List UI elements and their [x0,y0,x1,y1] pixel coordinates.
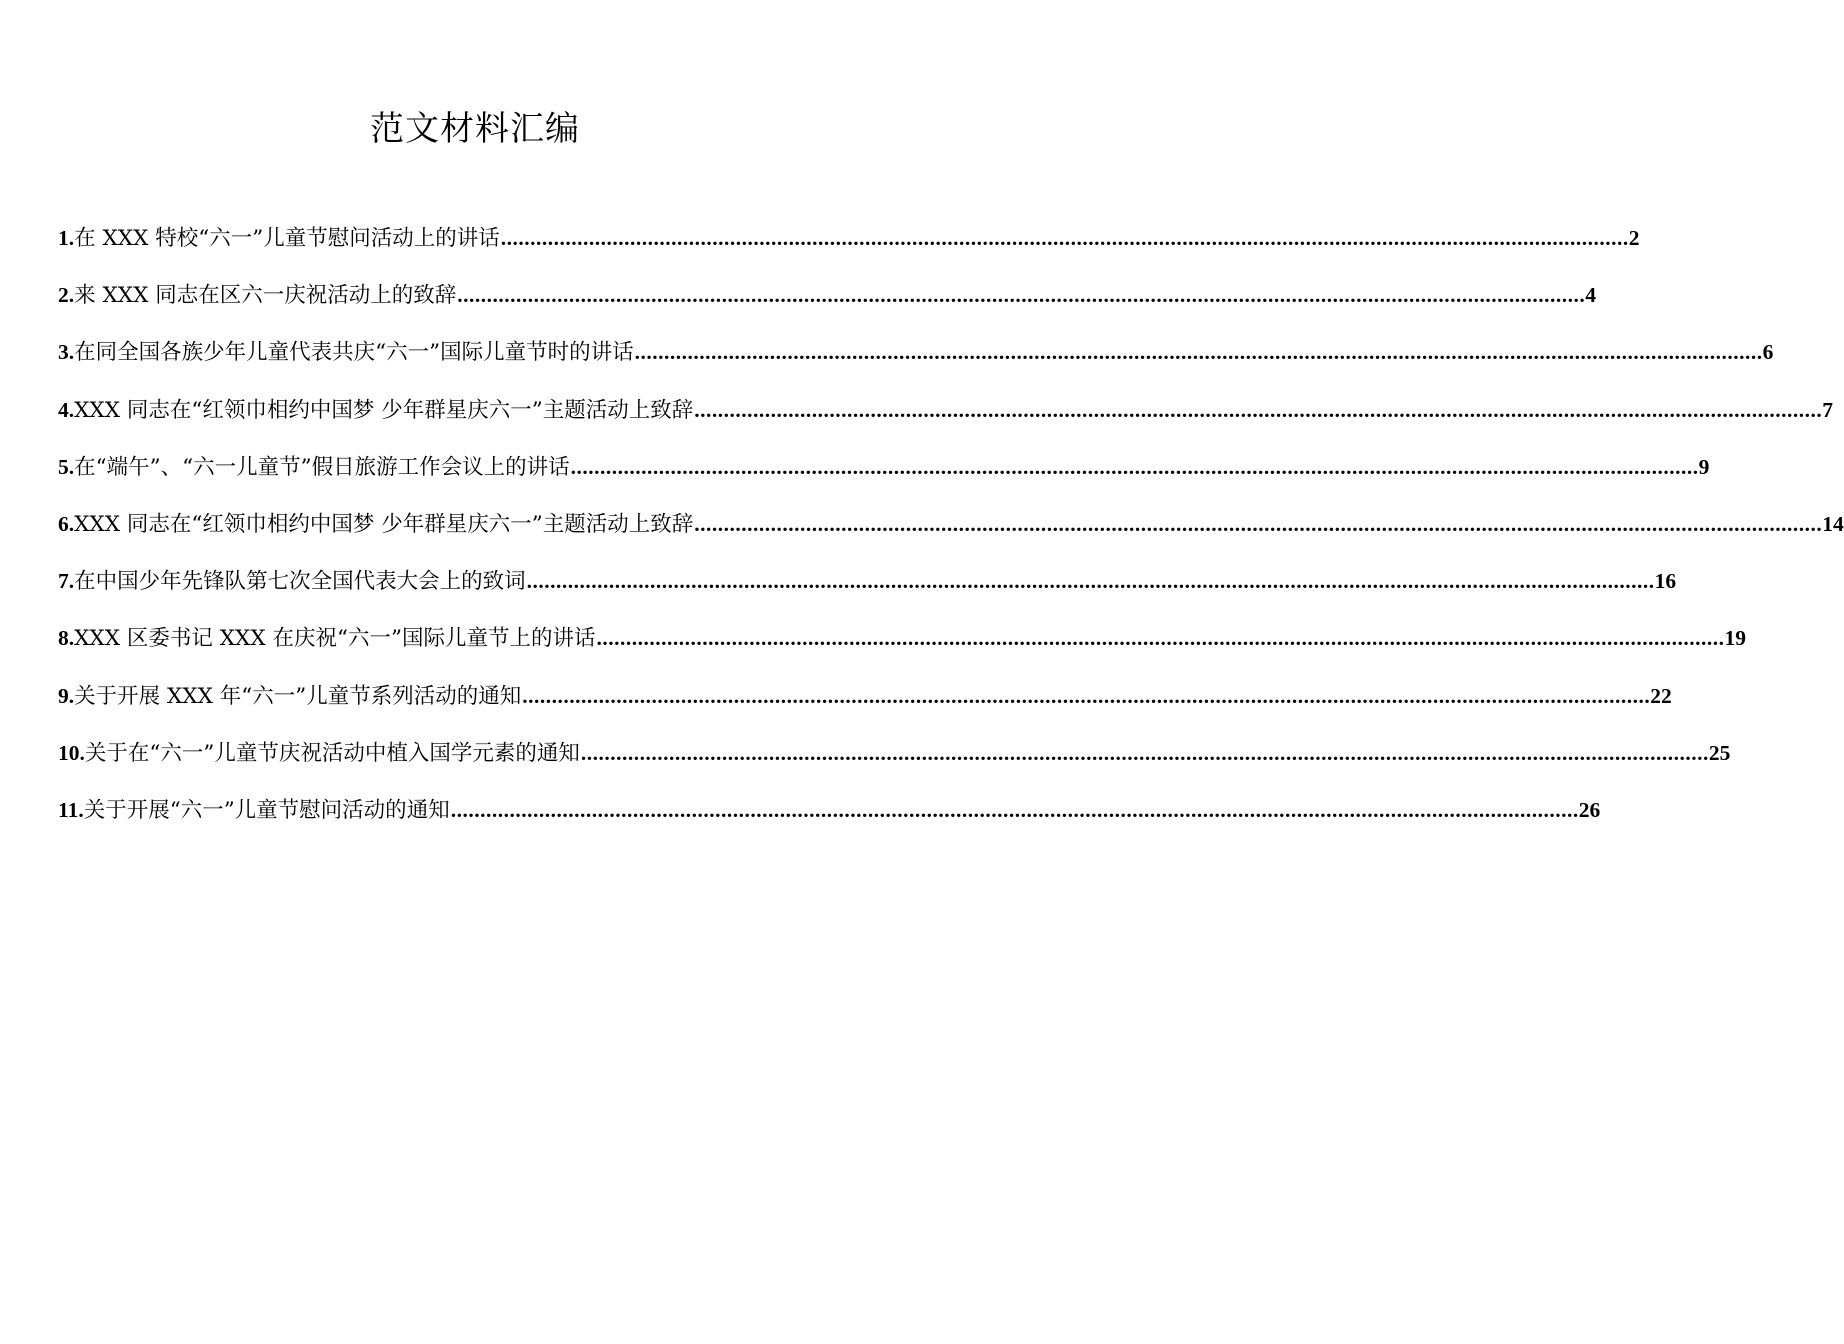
toc-entry-page: 26 [1578,797,1601,822]
toc-dot-leader [571,447,1699,487]
toc-entry-number: 7. [58,569,75,594]
toc-dot-leader [451,790,1579,830]
table-of-contents [58,218,1844,847]
toc-dot-leader [501,218,1629,258]
toc-entry-title: 关于开展“六一”儿童节慰问活动的通知 [83,797,450,823]
toc-entry-title: 关于在“六一”儿童节庆祝活动中植入国学元素的通知 [84,740,580,766]
toc-entry-title: XXX 同志在“红领巾相约中国梦 少年群星庆六一”主题活动上致辞 [74,397,694,423]
toc-entry[interactable] [58,332,1774,389]
toc-entry[interactable] [58,618,1746,675]
page-title: 范文材料汇编 [370,109,580,149]
toc-entry[interactable] [58,790,1601,847]
toc-dot-leader [596,618,1724,658]
toc-entry-number: 1. [58,226,75,250]
toc-entry-page: 4 [1585,283,1596,308]
toc-entry[interactable] [58,733,1731,790]
toc-entry-page: 7 [1822,397,1833,422]
toc-entry-title: XXX 同志在“红领巾相约中国梦 少年群星庆六一”主题活动上致辞 [74,511,694,537]
toc-dot-leader [457,275,1585,315]
toc-dot-leader [694,504,1822,544]
toc-entry-title: 在同全国各族少年儿童代表共庆“六一”国际儿童节时的讲话 [74,340,634,366]
toc-entry-page: 6 [1762,340,1774,365]
toc-entry-title: 来 XXX 同志在区六一庆祝活动上的致辞 [74,283,457,309]
toc-entry-number: 11. [58,797,84,822]
toc-entry-number: 8. [58,626,75,651]
toc-entry-number: 6. [58,511,75,536]
toc-entry-number: 9. [58,683,75,708]
toc-dot-leader [694,390,1822,430]
toc-entry-number: 3. [58,340,75,365]
toc-entry[interactable] [58,275,1596,332]
toc-entry-number: 5. [58,454,75,479]
toc-dot-leader [527,561,1655,601]
toc-entry[interactable] [58,561,1677,618]
toc-entry[interactable] [58,447,1710,504]
toc-entry[interactable] [58,676,1672,733]
toc-dot-leader [522,676,1650,716]
toc-entry-title: 关于开展 XXX 年“六一”儿童节系列活动的通知 [74,683,522,709]
toc-entry[interactable] [58,218,1640,275]
toc-entry-page: 16 [1654,569,1677,594]
toc-entry-number: 10. [58,740,85,765]
toc-entry-page: 19 [1724,626,1746,651]
toc-entry-page: 2 [1628,226,1640,250]
toc-entry-title: 在“端午”、“六一儿童节”假日旅游工作会议上的讲话 [74,454,570,480]
toc-entry-number: 2. [58,283,75,308]
toc-dot-leader [635,332,1763,372]
toc-entry-page: 9 [1698,454,1710,479]
toc-entry-page: 14 [1822,511,1844,536]
toc-entry[interactable] [58,390,1833,447]
toc-dot-leader [581,733,1709,773]
toc-entry-title: 在中国少年先锋队第七次全国代表大会上的致词 [74,569,526,595]
toc-entry-page: 25 [1708,740,1731,765]
toc-entry-title: 在 XXX 特校“六一”儿童节慰问活动上的讲话 [74,226,500,251]
toc-entry-page: 22 [1650,683,1672,708]
toc-entry-title: XXX 区委书记 XXX 在庆祝“六一”国际儿童节上的讲话 [74,626,596,652]
toc-entry[interactable] [58,504,1844,561]
toc-entry-number: 4. [58,397,75,422]
